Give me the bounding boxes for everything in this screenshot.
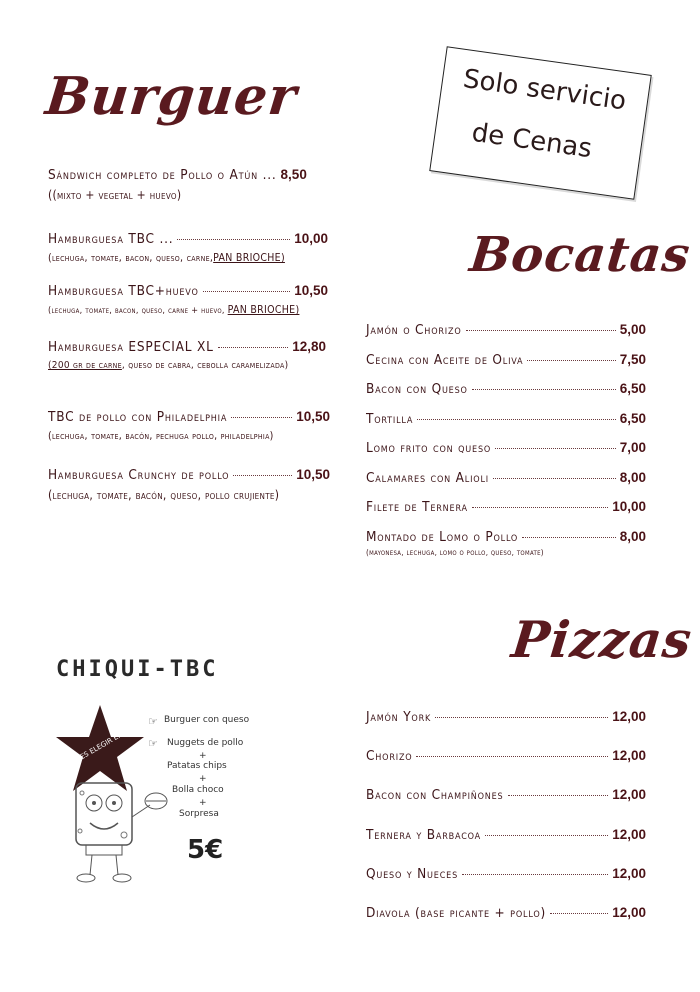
chiqui-line: Patatas chips [167, 761, 227, 771]
dot-leader [233, 475, 292, 476]
chiqui-line: Bolla choco [172, 785, 224, 795]
description-text: (lechuga, tomate, bacon, queso, carne, [48, 252, 214, 264]
bocatas-item [366, 529, 646, 557]
burguer-item [48, 231, 328, 264]
item-price: 6,50 [619, 410, 646, 426]
dot-leader [472, 507, 608, 508]
item-name: Hamburguesa TBC+huevo [48, 283, 199, 299]
description-underlined: PAN BRIOCHE) [213, 252, 285, 264]
item-name: Calamares con Alioli [366, 469, 489, 486]
item-name: TBC de pollo con Philadelphia [48, 409, 228, 425]
bocatas-item [366, 411, 646, 427]
pizzas-item [366, 905, 646, 921]
description-text: , queso de cabra, cebolla caramelizada) [121, 360, 289, 371]
dot-leader [550, 913, 608, 914]
item-name: Sándwich completo de Pollo o Atún ... [48, 167, 277, 183]
bocatas-item [366, 322, 646, 338]
dinner-only-note [429, 46, 652, 200]
item-name: Jamón York [366, 709, 432, 725]
star-badge-text: PUEDES ELEGIR ENTRE [62, 723, 136, 771]
item-price: 10,50 [294, 283, 328, 298]
pizzas-title: Pizzas [508, 610, 696, 669]
dot-leader [417, 419, 615, 420]
item-description [48, 360, 326, 371]
burguer-item [48, 283, 328, 316]
item-name: Hamburguesa ESPECIAL XL [48, 339, 214, 355]
pizzas-item [366, 787, 646, 803]
pizzas-item [366, 748, 646, 764]
item-name: Tortilla [366, 410, 414, 427]
chiqui-line: + [199, 774, 207, 784]
dot-leader [485, 835, 608, 836]
item-price: 8,00 [619, 469, 646, 485]
bocatas-item [366, 499, 646, 515]
item-name: Montado de Lomo o Pollo [366, 528, 519, 545]
item-price: 8,00 [619, 528, 646, 544]
dot-leader [177, 239, 290, 240]
item-name: Ternera y Barbacoa [366, 826, 482, 843]
pizzas-item [366, 709, 646, 725]
hand-pointer-icon: ☞ [148, 715, 158, 728]
sponge-character-icon [58, 765, 188, 885]
item-price: 12,00 [612, 748, 646, 764]
item-price: 7,50 [619, 351, 646, 367]
dot-leader [472, 389, 616, 390]
item-description: (lechuga, tomate, bacón, pechuga pollo, philadelphia) [48, 430, 274, 442]
chiqui-line: + [199, 798, 207, 808]
dot-leader [495, 448, 616, 449]
note-line-1: Solo servicio [461, 63, 628, 117]
description-underlined: (200 gr de carne [48, 360, 122, 371]
dot-leader [522, 537, 616, 538]
item-price: 6,50 [619, 381, 646, 396]
item-name: Hamburguesa TBC ... [48, 231, 174, 247]
item-description: ((mixto + vegetal + huevo) [48, 188, 182, 202]
item-price: 10,50 [296, 409, 330, 424]
item-price: 10,50 [296, 467, 330, 482]
chiqui-price: 5€ [187, 835, 224, 865]
item-price: 12,00 [612, 905, 646, 920]
item-name: Bacon con Champiñones [366, 787, 504, 804]
item-price: 12,80 [292, 339, 326, 354]
note-line-2: de Cenas [469, 117, 594, 165]
description-underlined: PAN BRIOCHE) [227, 304, 300, 316]
item-price: 12,00 [612, 787, 646, 803]
item-name: Chorizo [366, 748, 413, 765]
bocatas-item [366, 470, 646, 486]
dot-leader [493, 478, 616, 479]
description-text: (lechuga, tomate, bacon, queso, carne + huevo, [48, 306, 225, 316]
bocatas-item [366, 352, 646, 368]
item-price: 8,50 [280, 167, 307, 182]
burguer-item [48, 339, 326, 371]
item-price: 7,00 [619, 440, 646, 455]
chiqui-tbc-promo [52, 655, 282, 885]
pizzas-item [366, 827, 646, 843]
item-price: 12,00 [612, 865, 646, 881]
chiqui-line: Burguer con queso [164, 715, 250, 725]
bocatas-title: Bocatas [467, 227, 694, 283]
dot-leader [218, 347, 289, 348]
pizzas-item [366, 866, 646, 882]
item-description: (mayonesa, lechuga, lomo o pollo, queso, tomate) [366, 547, 544, 557]
dot-leader [508, 795, 609, 796]
item-price: 12,00 [612, 826, 646, 842]
chiqui-title: CHIQUI-TBC [56, 657, 219, 682]
item-name: Jamón o Chorizo [366, 322, 462, 338]
item-price: 10,00 [612, 499, 646, 514]
item-price: 10,00 [294, 231, 328, 246]
item-price: 5,00 [619, 322, 646, 337]
bocatas-item [366, 381, 646, 397]
dot-leader [466, 330, 616, 331]
item-name: Diavola (base picante + pollo) [366, 905, 547, 921]
dot-leader [527, 360, 615, 361]
item-name: Queso y Nueces [366, 865, 459, 882]
item-description [48, 304, 328, 316]
dot-leader [231, 417, 292, 418]
item-name: Lomo frito con queso [366, 440, 492, 456]
item-description [48, 252, 328, 264]
burguer-item [48, 167, 330, 202]
burguer-item [48, 409, 330, 442]
chiqui-line: Nuggets de pollo [167, 738, 244, 748]
item-price: 12,00 [612, 709, 646, 724]
chiqui-line: Sorpresa [179, 809, 219, 819]
item-description: (lechuga, tomate, bacón, queso, pollo crujiente) [48, 488, 280, 502]
chiqui-line: + [199, 751, 207, 761]
dot-leader [203, 291, 291, 292]
burguer-item [48, 467, 330, 502]
bocatas-item [366, 440, 646, 456]
item-name: Filete de Ternera [366, 499, 468, 515]
dot-leader [462, 874, 608, 875]
hand-pointer-icon: ☞ [148, 737, 158, 750]
dot-leader [416, 756, 608, 757]
burguer-title: Burguer [42, 66, 301, 127]
item-name: Cecina con Aceite de Oliva [366, 351, 524, 368]
item-name: Bacon con Queso [366, 381, 468, 397]
dot-leader [435, 717, 608, 718]
item-name: Hamburguesa Crunchy de pollo [48, 467, 230, 483]
